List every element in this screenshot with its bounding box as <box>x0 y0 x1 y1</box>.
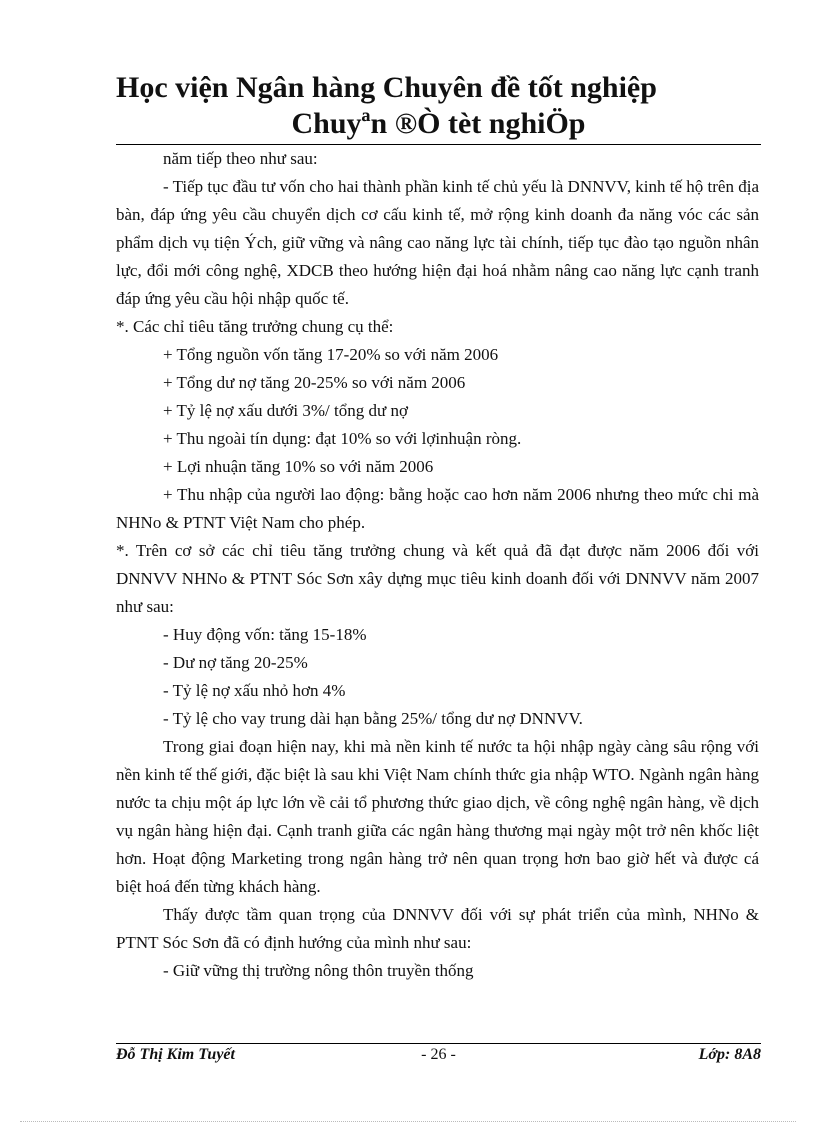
document-body <box>116 145 759 985</box>
list-item: - Huy động vốn: tăng 15-18% <box>163 625 367 644</box>
paragraph: Thấy được tầm quan trọng của DNNVV đối với sự phát triển của mình, NHNo & PTNT Sóc Sơn đã có định hướng của mình như sau: <box>116 905 759 952</box>
page-edge-divider <box>20 1121 796 1122</box>
page-number: - 26 - <box>421 1046 456 1063</box>
page-header <box>116 70 761 142</box>
paragraph: năm tiếp theo như sau: <box>163 149 318 168</box>
list-item: - Tỷ lệ nợ xấu nhỏ hơn 4% <box>163 681 346 700</box>
page-footer <box>116 1046 761 1068</box>
section-heading: *. Trên cơ sở các chỉ tiêu tăng trưởng chung và kết quả đã đạt được năm 2006 đối với DNNVV NHNo & PTNT Sóc Sơn xây dựng mục tiêu kinh doanh đối với DNNVV năm 2007 như sau: <box>116 541 759 616</box>
footer-divider <box>116 1043 761 1044</box>
list-item: + Lợi nhuận tăng 10% so với năm 2006 <box>163 457 434 476</box>
footer-author: Đỗ Thị Kim Tuyết <box>116 1046 235 1063</box>
section-heading: *. Các chỉ tiêu tăng trưởng chung cụ thể: <box>116 317 394 336</box>
list-item: + Tổng dư nợ tăng 20-25% so với năm 2006 <box>163 373 466 392</box>
paragraph: - Tiếp tục đầu tư vốn cho hai thành phần kinh tế chủ yếu là DNNVV, kinh tế hộ trên địa bàn, đáp ứng yêu cầu chuyển dịch cơ cấu kinh tế, mở rộng kinh doanh đa năng vóc các sản phẩm dịch vụ tiện Ých, giữ vững và nâng cao năng lực tài chính, tiếp tục đào tạo nguồn nhân lực, đổi mới công nghệ, XDCB theo hướng hiện đại hoá nhằm nâng cao năng lực cạnh tranh đáp ứng yêu cầu hội nhập quốc tế. <box>116 177 759 308</box>
header-title: Học viện Ngân hàng Chuyên đề tốt nghiệp <box>116 71 657 104</box>
footer-class: Lớp: 8A8 <box>698 1046 761 1063</box>
list-item: - Giữ vững thị trường nông thôn truyền thống <box>163 961 474 980</box>
list-item: - Dư nợ tăng 20-25% <box>163 653 308 672</box>
list-item: + Thu nhập của người lao động: bằng hoặc cao hơn năm 2006 nhưng theo mức chi mà NHNo & PTNT Việt Nam cho phép. <box>116 485 759 532</box>
list-item: + Thu ngoài tín dụng: đạt 10% so với lợinhuận ròng. <box>163 429 522 448</box>
list-item: + Tỷ lệ nợ xấu dưới 3%/ tổng dư nợ <box>163 401 408 420</box>
header-subtitle: Chuyªn ®Ò tèt nghiÖp <box>291 107 586 140</box>
paragraph: Trong giai đoạn hiện nay, khi mà nền kinh tế nước ta hội nhập ngày càng sâu rộng với nền kinh tế thế giới, đặc biệt là sau khi Việt Nam chính thức gia nhập WTO. Ngành ngân hàng nước ta chịu một áp lực lớn về cải tổ phương thức giao dịch, về công nghệ ngân hàng, về dịch vụ ngân hàng hiện đại. Cạnh tranh giữa các ngân hàng thương mại ngày một trở nên khốc liệt hơn. Hoạt động Marketing trong ngân hàng trở nên quan trọng hơn bao giờ hết và được cá biệt hoá đến từng khách hàng. <box>116 737 759 896</box>
list-item: + Tổng nguồn vốn tăng 17-20% so với năm 2006 <box>163 345 499 364</box>
list-item: - Tỷ lệ cho vay trung dài hạn bằng 25%/ tổng dư nợ DNNVV. <box>163 709 583 728</box>
